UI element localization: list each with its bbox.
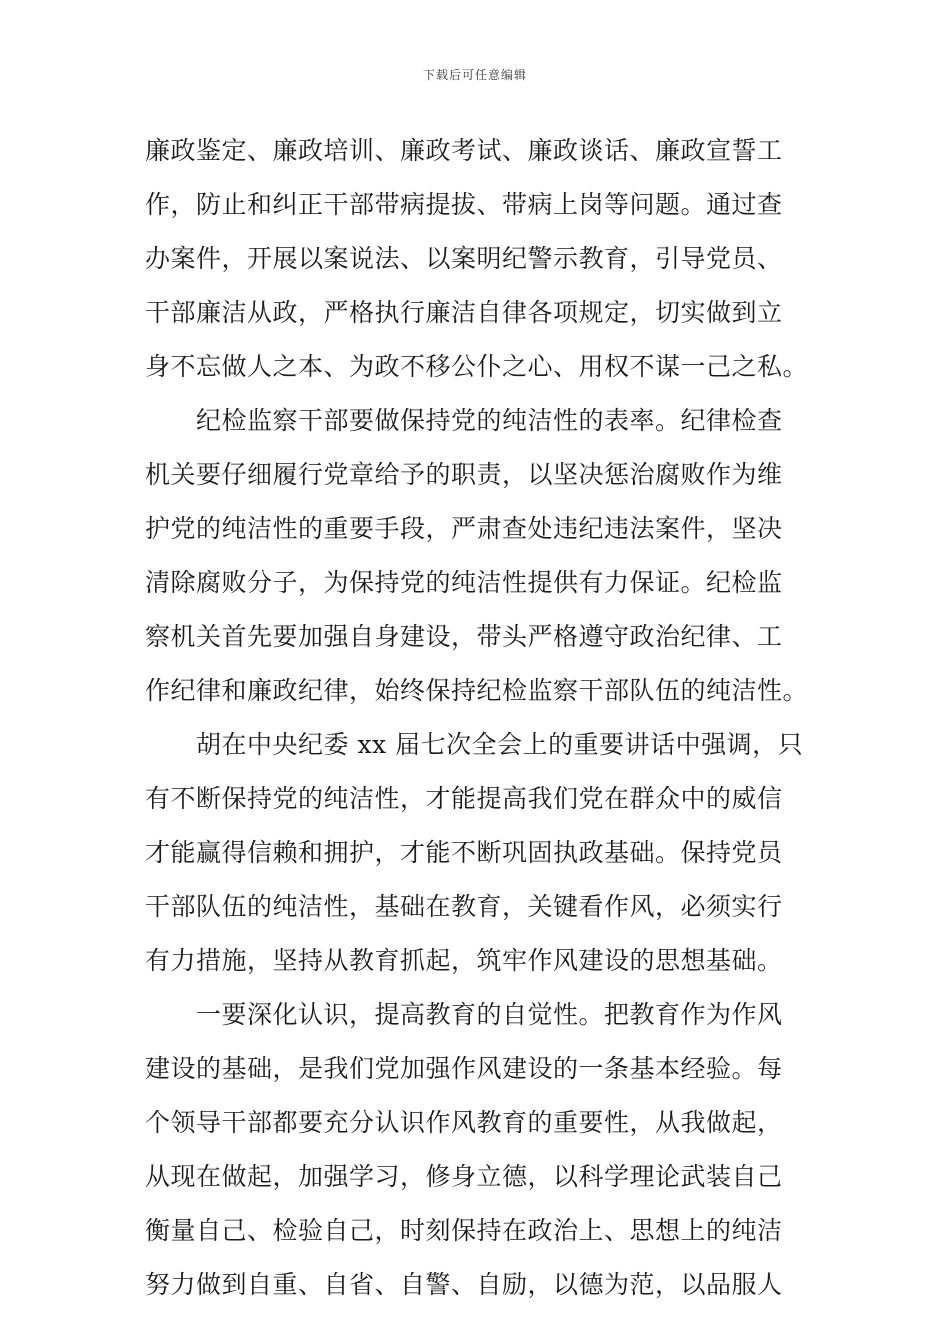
text-line: 个领导干部都要充分认识作风教育的重要性，从我做起， — [145, 1108, 783, 1137]
text-line: 护党的纯洁性的重要手段，严肃查处违纪违法案件，坚决 — [145, 514, 783, 543]
text-line: 有不断保持党的纯洁性，才能提高我们党在群众中的威信 — [145, 784, 783, 813]
text-line: 胡在中央纪委 xx 届七次全会上的重要讲话中强调，只 — [145, 730, 804, 759]
page-header: 下载后可任意编辑 — [422, 68, 527, 82]
text-line: 才能赢得信赖和拥护，才能不断巩固执政基础。保持党员 — [145, 838, 783, 867]
text-line: 身不忘做人之本、为政不移公仆之心、用权不谋一己之私。 — [145, 352, 809, 381]
text-line: 从现在做起，加强学习，修身立德，以科学理论武装自己 — [145, 1162, 783, 1191]
text-line: 干部队伍的纯洁性，基础在教育，关键看作风，必须实行 — [145, 892, 783, 921]
document-body — [145, 124, 810, 1312]
text-line: 作纪律和廉政纪律，始终保持纪检监察干部队伍的纯洁性。 — [145, 676, 809, 705]
text-line: 衡量自己、检验自己，时刻保持在政治上、思想上的纯洁 — [145, 1216, 783, 1245]
text-line: 建设的基础，是我们党加强作风建设的一条基本经验。每 — [145, 1054, 783, 1083]
text-line: 一要深化认识，提高教育的自觉性。把教育作为作风 — [145, 1000, 783, 1029]
text-line: 作，防止和纠正干部带病提拔、带病上岗等问题。通过查 — [145, 190, 783, 219]
text-line: 有力措施，坚持从教育抓起，筑牢作风建设的思想基础。 — [145, 946, 783, 975]
text-line: 纪检监察干部要做保持党的纯洁性的表率。纪律检查 — [145, 406, 783, 435]
text-line: 努力做到自重、自省、自警、自励，以德为范，以品服人 — [145, 1270, 783, 1299]
text-line: 干部廉洁从政，严格执行廉洁自律各项规定，切实做到立 — [145, 298, 783, 327]
text-line: 察机关首先要加强自身建设，带头严格遵守政治纪律、工 — [145, 622, 783, 651]
text-line: 廉政鉴定、廉政培训、廉政考试、廉政谈话、廉政宣誓工 — [145, 136, 783, 165]
text-line: 机关要仔细履行党章给予的职责，以坚决惩治腐败作为维 — [145, 460, 783, 489]
text-line: 清除腐败分子，为保持党的纯洁性提供有力保证。纪检监 — [145, 568, 783, 597]
text-line: 办案件，开展以案说法、以案明纪警示教育，引导党员、 — [145, 244, 783, 273]
